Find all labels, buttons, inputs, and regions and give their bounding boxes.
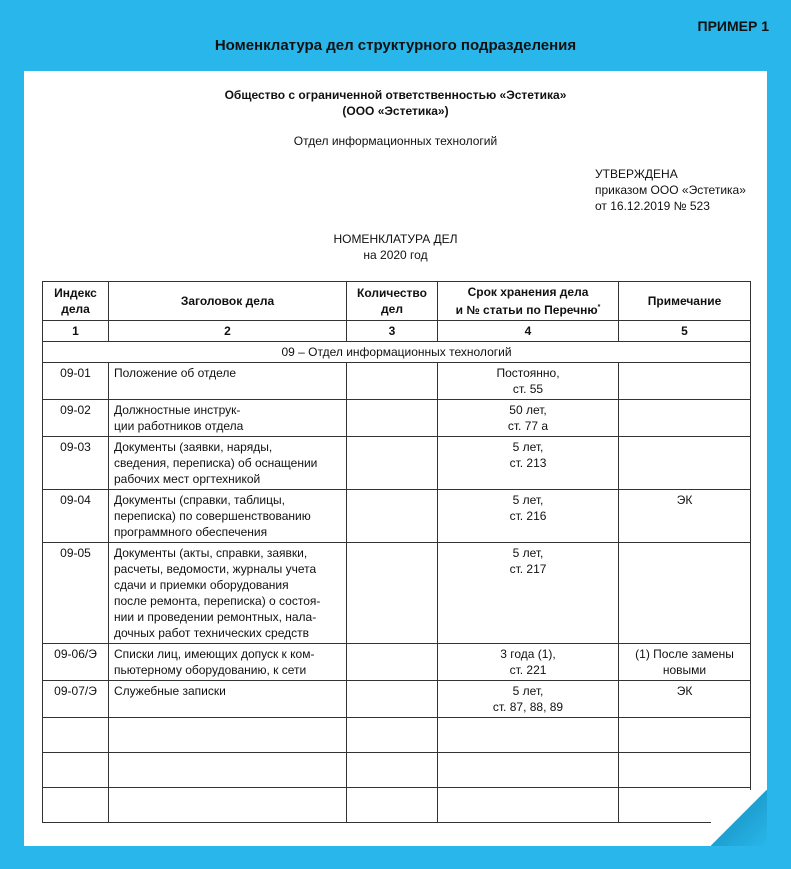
- cell-term: [438, 437, 619, 490]
- department-name: Отдел информационных технологий: [293, 134, 498, 148]
- empty-cell: [347, 788, 438, 823]
- header-count-line2: дел: [381, 302, 403, 316]
- cell-term: [438, 400, 619, 437]
- empty-cell: [109, 788, 347, 823]
- cell-note: [619, 543, 751, 644]
- cell-count: [347, 644, 438, 681]
- cell-line: переписка) по совершенствованию: [114, 509, 311, 523]
- section-row: [43, 342, 751, 363]
- document-title-line2: на 2020 год: [363, 248, 428, 262]
- empty-row: [43, 788, 751, 823]
- cell-line: расчеты, ведомости, журналы учета: [114, 562, 317, 576]
- document-title: [24, 231, 767, 263]
- table-row: [43, 681, 751, 718]
- document-sheet: [24, 71, 767, 846]
- table-row: [43, 400, 751, 437]
- approval-line2: приказом ООО «Эстетика»: [595, 183, 746, 197]
- cell-line: ЭК: [676, 493, 693, 507]
- empty-cell: [347, 718, 438, 753]
- cell-title: [109, 543, 347, 644]
- cell-count: [347, 437, 438, 490]
- cell-term: [438, 644, 619, 681]
- cell-line: Документы (акты, справки, заявки,: [114, 546, 308, 560]
- cell-line: ст. 221: [509, 663, 547, 677]
- cell-line: сдачи и приемки оборудования: [114, 578, 289, 592]
- cell-note: [619, 644, 751, 681]
- header-title: Заголовок дела: [109, 282, 347, 321]
- header-term-line2: [443, 300, 613, 318]
- cell-line: ст. 213: [509, 456, 547, 470]
- cell-index: 09-02: [43, 400, 109, 437]
- cell-index: 09-07/Э: [43, 681, 109, 718]
- cell-line: ст. 87, 88, 89: [492, 700, 564, 714]
- empty-row: [43, 753, 751, 788]
- cell-line: программного обеспечения: [114, 525, 268, 539]
- cell-count: [347, 543, 438, 644]
- column-number: 2: [109, 321, 347, 342]
- cell-line: ст. 216: [509, 509, 547, 523]
- empty-cell: [619, 753, 751, 788]
- empty-cell: [43, 718, 109, 753]
- column-number: 1: [43, 321, 109, 342]
- cell-line: 50 лет,: [509, 403, 547, 417]
- table-header-row: [43, 282, 751, 321]
- empty-cell: [43, 753, 109, 788]
- cell-line: 5 лет,: [512, 546, 544, 560]
- approval-line1: УТВЕРЖДЕНА: [595, 167, 678, 181]
- cell-note: [619, 363, 751, 400]
- cell-term: [438, 363, 619, 400]
- cell-line: ЭК: [676, 684, 693, 698]
- header-index: [43, 282, 109, 321]
- header-term: [438, 282, 619, 321]
- header-count: [347, 282, 438, 321]
- column-number: 3: [347, 321, 438, 342]
- cell-line: Документы (справки, таблицы,: [114, 493, 285, 507]
- header-note: Примечание: [619, 282, 751, 321]
- header-index-line2: дела: [61, 302, 90, 316]
- empty-cell: [109, 718, 347, 753]
- cell-line: 5 лет,: [512, 493, 544, 507]
- cell-line: ст. 55: [512, 382, 544, 396]
- cell-term: [438, 681, 619, 718]
- column-numbers-row: [43, 321, 751, 342]
- cell-title: [109, 490, 347, 543]
- cell-line: ст. 77 а: [507, 419, 549, 433]
- cell-count: [347, 681, 438, 718]
- empty-cell: [347, 753, 438, 788]
- cell-line: дочных работ технических средств: [114, 626, 309, 640]
- cell-note: [619, 681, 751, 718]
- cell-note: [619, 400, 751, 437]
- table-row: [43, 363, 751, 400]
- cell-line: пьютерному оборудованию, к сети: [114, 663, 307, 677]
- header-term-line2-text: и № статьи по Перечню: [455, 303, 598, 317]
- cell-line: нии и проведении ремонтных, нала-: [114, 610, 317, 624]
- organization-name: [24, 87, 767, 119]
- empty-cell: [438, 718, 619, 753]
- approval-block: [595, 166, 746, 214]
- nomenclature-table: [42, 281, 751, 823]
- cell-line: Списки лиц, имеющих допуск к ком-: [114, 647, 315, 661]
- cell-note: [619, 490, 751, 543]
- cell-line: рабочих мест оргтехникой: [114, 472, 261, 486]
- frame-title: Номенклатура дел структурного подразделения: [214, 37, 577, 54]
- cell-line: Документы (заявки, наряды,: [114, 440, 273, 454]
- cell-line: Служебные записки: [114, 684, 226, 698]
- cell-line: новыми: [662, 663, 707, 677]
- cell-line: (1) После замены: [635, 647, 734, 661]
- organization-line1: Общество с ограниченной ответственностью «Эстетика»: [224, 88, 567, 102]
- empty-row: [43, 718, 751, 753]
- page-corner-fold: [711, 790, 767, 846]
- document-title-line1: НОМЕНКЛАТУРА ДЕЛ: [333, 232, 458, 246]
- empty-cell: [438, 788, 619, 823]
- cell-line: Положение об отделе: [114, 366, 237, 380]
- cell-title: [109, 437, 347, 490]
- cell-note: [619, 437, 751, 490]
- table-row: [43, 437, 751, 490]
- cell-title: [109, 400, 347, 437]
- cell-line: 5 лет,: [512, 440, 544, 454]
- cell-title: [109, 363, 347, 400]
- cell-index: 09-03: [43, 437, 109, 490]
- cell-term: [438, 543, 619, 644]
- column-number: 4: [438, 321, 619, 342]
- header-index-line1: Индекс: [54, 286, 97, 300]
- footnote-mark: *: [597, 304, 601, 311]
- header-term-line1: Срок хранения дела: [467, 285, 589, 299]
- table-row: [43, 644, 751, 681]
- empty-cell: [438, 753, 619, 788]
- empty-cell: [109, 753, 347, 788]
- empty-cell: [619, 718, 751, 753]
- column-number: 5: [619, 321, 751, 342]
- cell-line: после ремонта, переписка) о состоя-: [114, 594, 321, 608]
- example-label: ПРИМЕР 1: [697, 18, 769, 34]
- section-title: 09 – Отдел информационных технологий: [43, 342, 751, 363]
- cell-index: 09-05: [43, 543, 109, 644]
- cell-count: [347, 400, 438, 437]
- cell-line: 3 года (1),: [500, 647, 556, 661]
- header-count-line1: Количество: [357, 286, 427, 300]
- table-row: [43, 490, 751, 543]
- cell-line: сведения, переписка) об оснащении: [114, 456, 318, 470]
- cell-index: 09-06/Э: [43, 644, 109, 681]
- organization-line2: (ООО «Эстетика»): [342, 104, 449, 118]
- empty-cell: [43, 788, 109, 823]
- cell-line: ции работников отдела: [114, 419, 244, 433]
- cell-count: [347, 363, 438, 400]
- cell-line: ст. 217: [509, 562, 547, 576]
- cell-term: [438, 490, 619, 543]
- approval-line3: от 16.12.2019 № 523: [595, 199, 710, 213]
- cell-index: 09-04: [43, 490, 109, 543]
- cell-line: 5 лет,: [512, 684, 544, 698]
- cell-title: [109, 644, 347, 681]
- cell-line: Постоянно,: [496, 366, 560, 380]
- cell-title: [109, 681, 347, 718]
- table-row: [43, 543, 751, 644]
- cell-line: Должностные инструк-: [114, 403, 241, 417]
- cell-index: 09-01: [43, 363, 109, 400]
- cell-count: [347, 490, 438, 543]
